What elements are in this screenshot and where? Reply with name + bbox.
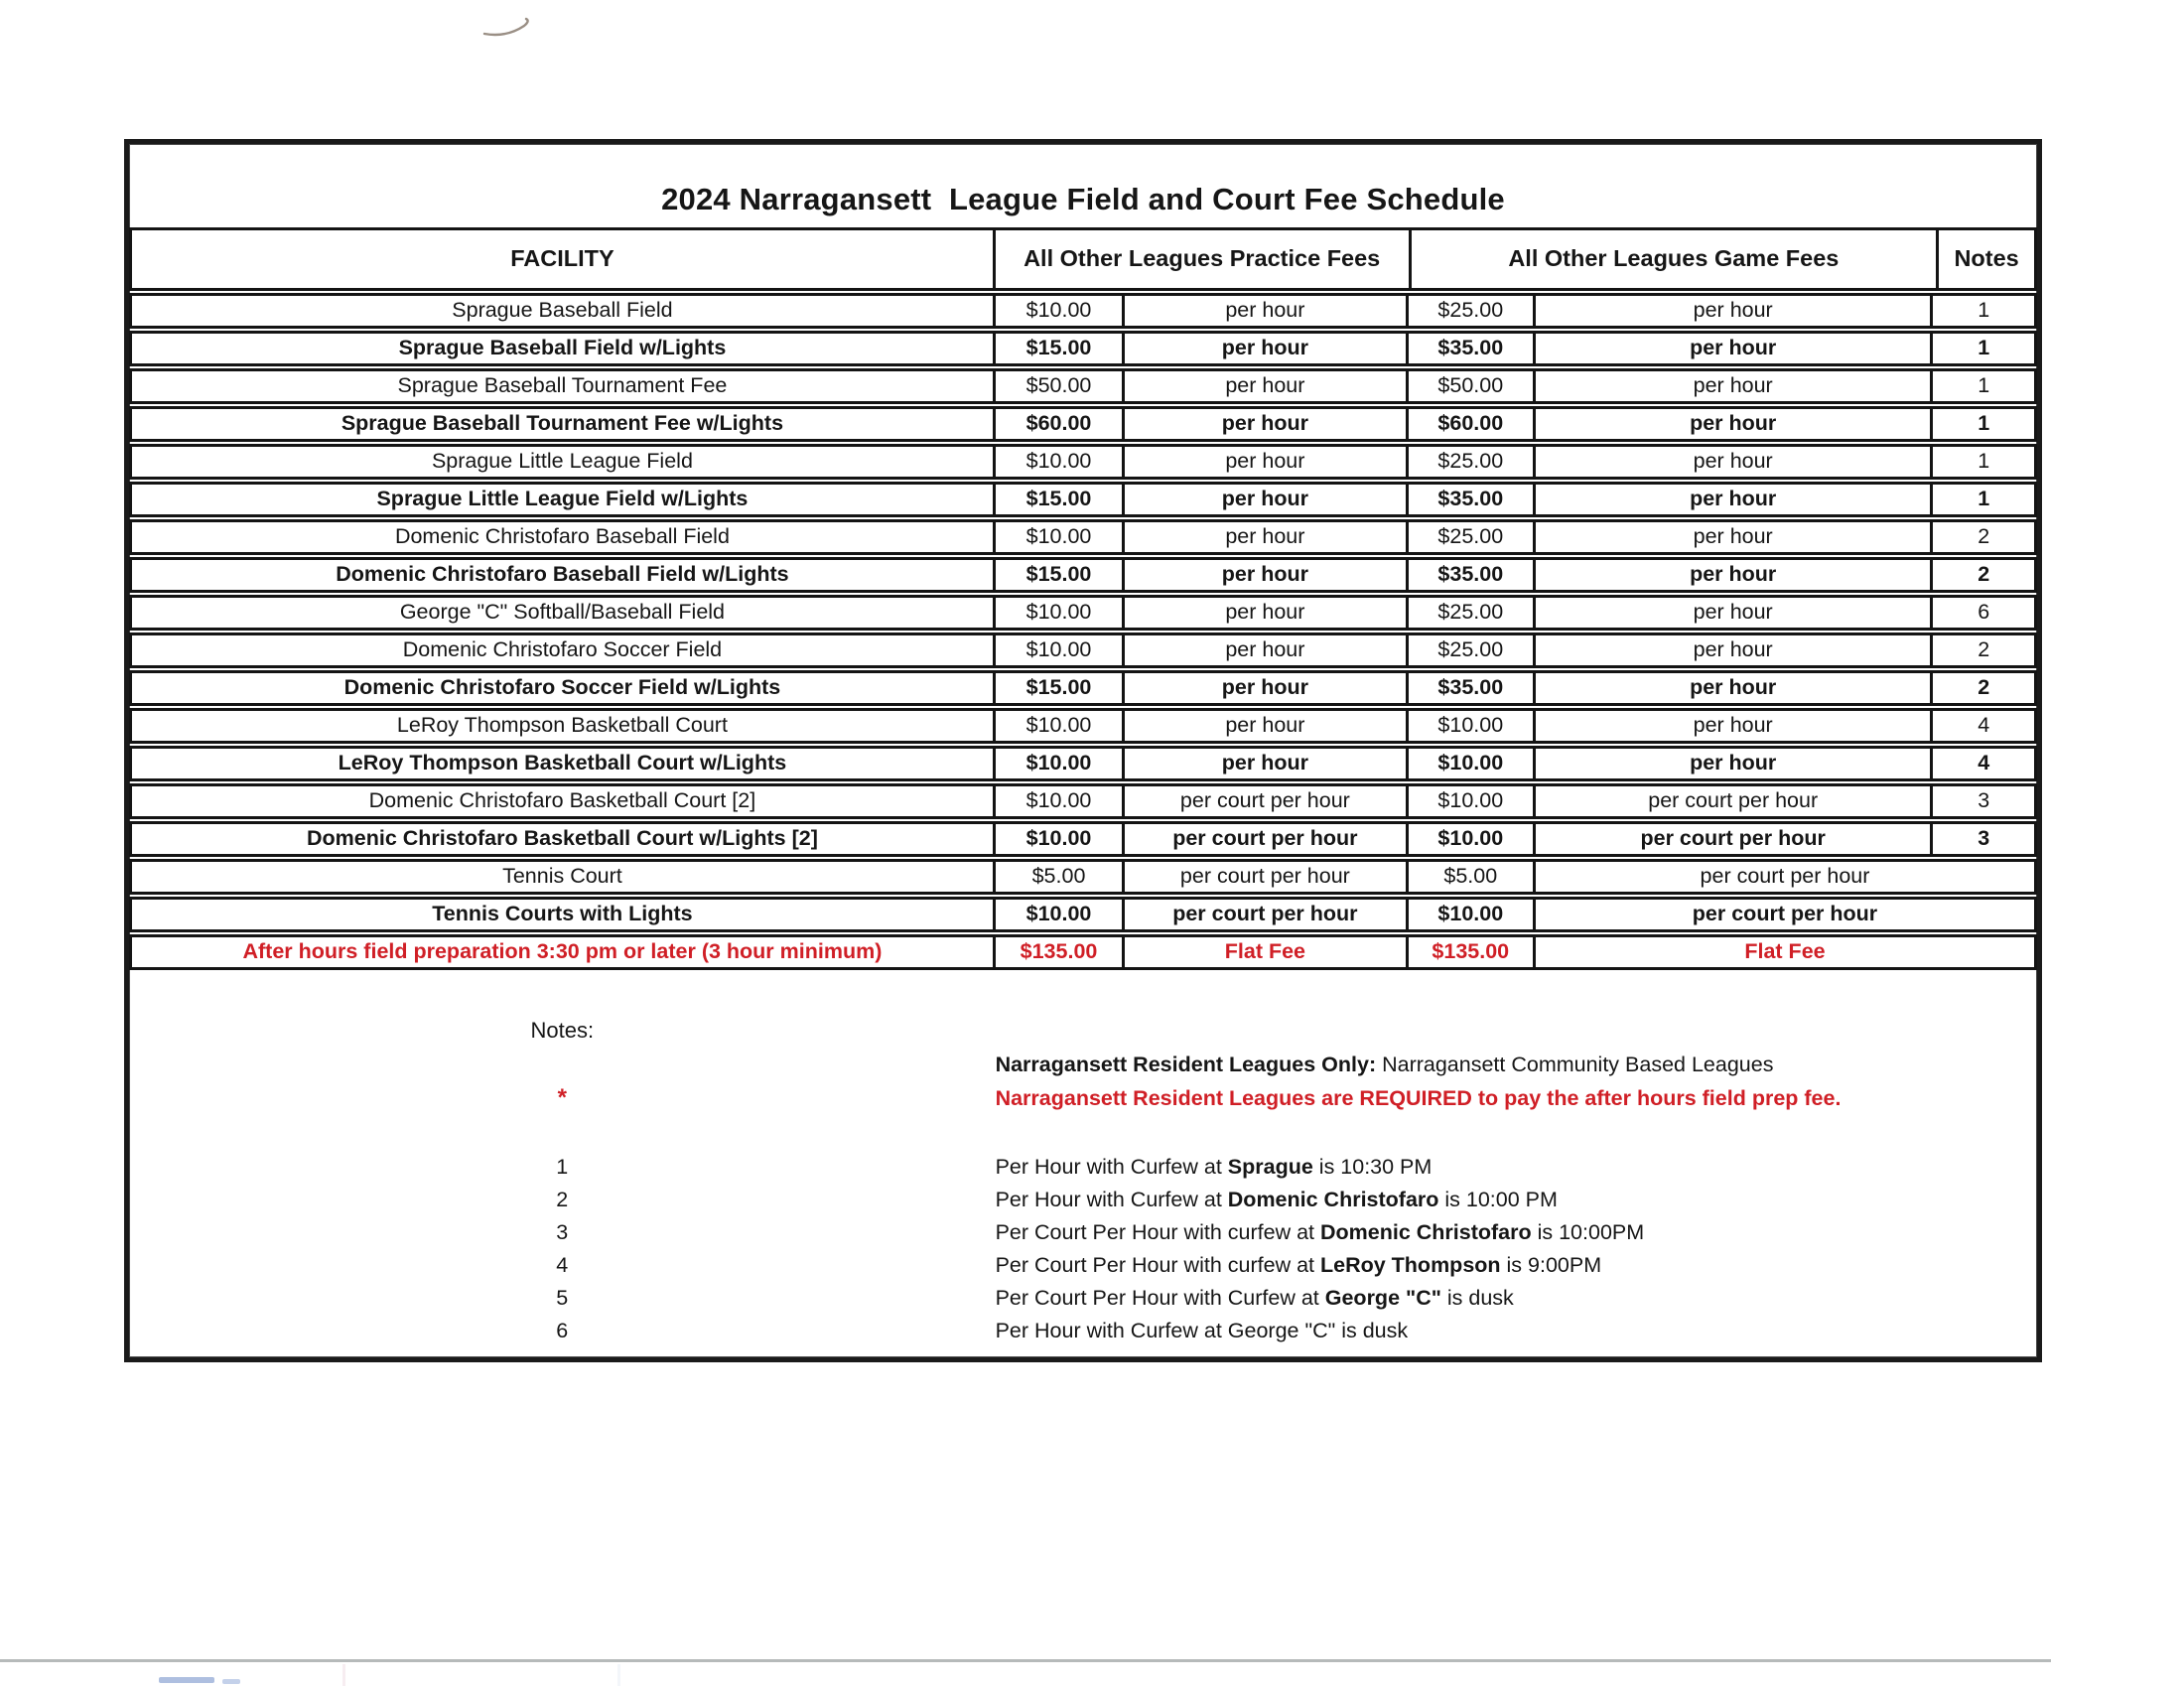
table-row <box>129 331 2037 366</box>
practice-unit-cell: per hour <box>1125 485 1408 514</box>
header-notes: Notes <box>1954 245 2019 272</box>
game-fee-cell: $5.00 <box>1409 862 1536 892</box>
facility-cell: Sprague Baseball Field w/Lights <box>132 334 996 363</box>
facility-cell: Sprague Baseball Tournament Fee w/Lights <box>132 409 996 439</box>
practice-unit-cell: per hour <box>1125 371 1408 401</box>
note-item-number: 6 <box>556 1319 569 1342</box>
practice-fee-cell: $50.00 <box>996 371 1125 401</box>
facility-cell: George "C" Softball/Baseball Field <box>132 598 996 628</box>
note-item-row <box>129 1184 2037 1216</box>
table-row <box>129 557 2037 593</box>
note-number-cell: 1 <box>1978 373 1990 398</box>
facility-cell: Domenic Christofaro Baseball Field w/Lights <box>132 560 996 590</box>
facility-cell: Domenic Christofaro Basketball Court w/Lights [2] <box>132 824 996 854</box>
blue-ink-mark <box>159 1677 214 1683</box>
note-number-cell: 1 <box>1978 298 1990 323</box>
facility-cell: Tennis Court <box>132 862 996 892</box>
facility-cell: Tennis Courts with Lights <box>132 900 996 929</box>
note-number-cell: 2 <box>1978 675 1990 700</box>
table-row <box>129 595 2037 631</box>
page-title: 2024 Narragansett League Field and Court Fee Schedule <box>661 182 1505 216</box>
practice-unit-cell: per hour <box>1125 673 1408 703</box>
table-row <box>129 708 2037 744</box>
facility-cell: Domenic Christofaro Baseball Field <box>132 522 996 552</box>
practice-unit-cell: per hour <box>1125 560 1408 590</box>
facility-cell: Domenic Christofaro Basketball Court [2] <box>132 786 996 816</box>
game-unit-cell: per hour <box>1536 673 1933 703</box>
game-fee-cell: $35.00 <box>1409 560 1536 590</box>
note-item-number: 2 <box>556 1188 569 1211</box>
note-item-row <box>129 1315 2037 1347</box>
practice-fee-cell: $5.00 <box>996 862 1125 892</box>
facility-cell: Sprague Little League Field w/Lights <box>132 485 996 514</box>
game-unit-cell: per hour <box>1536 409 1933 439</box>
practice-fee-cell: $10.00 <box>996 522 1125 552</box>
table-row <box>129 934 2037 970</box>
note-number-cell: 1 <box>1978 487 1990 511</box>
practice-unit-cell: Flat Fee <box>1125 937 1408 967</box>
game-unit-cell: per court per hour <box>1692 902 1878 926</box>
practice-unit-cell: per hour <box>1125 598 1408 628</box>
note-item-text: Per Hour with Curfew at Sprague is 10:30 PM <box>995 1155 1433 1179</box>
game-fee-cell: $25.00 <box>1409 635 1536 665</box>
required-fee-line: Narragansett Resident Leagues are REQUIRED to pay the after hours field prep fee. <box>995 1086 1842 1110</box>
note-item-number: 1 <box>556 1155 569 1179</box>
table-row <box>129 519 2037 555</box>
note-number-cell: 3 <box>1978 788 1990 813</box>
game-fee-cell: $135.00 <box>1409 937 1536 967</box>
note-number-cell: 2 <box>1978 562 1990 587</box>
note-number-cell: 1 <box>1978 411 1990 436</box>
note-item-row <box>129 1216 2037 1249</box>
practice-fee-cell: $10.00 <box>996 711 1125 741</box>
practice-fee-cell: $10.00 <box>996 824 1125 854</box>
note-item-text: Per Court Per Hour with curfew at Domenic Christofaro is 10:00PM <box>995 1220 1645 1244</box>
header-facility: FACILITY <box>132 230 996 288</box>
facility-cell: Sprague Baseball Tournament Fee <box>132 371 996 401</box>
practice-unit-cell: per hour <box>1125 409 1408 439</box>
game-unit-cell: per court per hour <box>1536 824 1933 854</box>
notes-gap <box>129 1115 2037 1151</box>
practice-fee-cell: $10.00 <box>996 635 1125 665</box>
note-item-row <box>129 1249 2037 1282</box>
game-fee-cell: $35.00 <box>1409 485 1536 514</box>
page-title-row <box>129 144 2037 227</box>
practice-unit-cell: per hour <box>1125 447 1408 477</box>
game-fee-cell: $25.00 <box>1409 522 1536 552</box>
practice-unit-cell: per hour <box>1125 635 1408 665</box>
note-item-number: 3 <box>556 1220 569 1244</box>
notes-label: Notes: <box>530 1018 595 1043</box>
game-unit-cell: per hour <box>1536 711 1933 741</box>
game-unit-cell: per hour <box>1536 296 1933 326</box>
note-number-cell: 2 <box>1978 637 1990 662</box>
note-item-text: Per Court Per Hour with curfew at LeRoy Thompson is 9:00PM <box>995 1253 1602 1277</box>
note-number-cell: 4 <box>1978 713 1990 738</box>
practice-fee-cell: $15.00 <box>996 560 1125 590</box>
note-number-cell: 6 <box>1978 600 1990 625</box>
facility-cell: Domenic Christofaro Soccer Field <box>132 635 996 665</box>
table-row <box>129 897 2037 932</box>
spacer-line <box>559 1048 565 1081</box>
game-fee-cell: $35.00 <box>1409 673 1536 703</box>
practice-unit-cell: per hour <box>1125 296 1408 326</box>
practice-unit-cell: per hour <box>1125 522 1408 552</box>
game-unit-cell: per court per hour <box>1536 786 1933 816</box>
scan-streak <box>342 1664 345 1686</box>
game-fee-cell: $25.00 <box>1409 447 1536 477</box>
fee-table-body <box>129 293 2037 970</box>
pen-squiggle-artifact <box>477 8 556 42</box>
note-item-row <box>129 1151 2037 1184</box>
game-unit-cell: per hour <box>1536 371 1933 401</box>
game-fee-cell: $25.00 <box>1409 598 1536 628</box>
practice-fee-cell: $10.00 <box>996 598 1125 628</box>
facility-cell: Sprague Baseball Field <box>132 296 996 326</box>
game-fee-cell: $10.00 <box>1409 749 1536 778</box>
table-row <box>129 821 2037 857</box>
game-fee-cell: $10.00 <box>1409 711 1536 741</box>
blue-ink-mark <box>222 1679 240 1684</box>
game-unit-cell: per hour <box>1536 749 1933 778</box>
practice-fee-cell: $10.00 <box>996 749 1125 778</box>
note-number-cell: 1 <box>1978 336 1990 360</box>
scan-streak <box>617 1664 620 1686</box>
game-fee-cell: $10.00 <box>1409 824 1536 854</box>
scanner-edge-line <box>0 1659 2051 1662</box>
table-header-row <box>129 227 2037 291</box>
practice-unit-cell: per hour <box>1125 334 1408 363</box>
game-unit-cell: per hour <box>1536 635 1933 665</box>
resident-leagues-row <box>129 1048 2037 1115</box>
game-unit-cell: per hour <box>1536 522 1933 552</box>
facility-cell: Sprague Little League Field <box>132 447 996 477</box>
table-row <box>129 783 2037 819</box>
fee-schedule-table-frame <box>124 139 2042 1362</box>
practice-fee-cell: $10.00 <box>996 900 1125 929</box>
practice-unit-cell: per court per hour <box>1125 786 1408 816</box>
note-item-text: Per Hour with Curfew at George "C" is dusk <box>995 1319 1409 1342</box>
game-fee-cell: $10.00 <box>1409 900 1536 929</box>
table-row <box>129 633 2037 668</box>
practice-fee-cell: $15.00 <box>996 485 1125 514</box>
game-fee-cell: $25.00 <box>1409 296 1536 326</box>
asterisk-marker: * <box>557 1084 567 1111</box>
game-fee-cell: $60.00 <box>1409 409 1536 439</box>
header-practice-fees: All Other Leagues Practice Fees <box>996 230 1412 288</box>
game-unit-cell: per hour <box>1536 485 1933 514</box>
table-row <box>129 482 2037 517</box>
game-unit-cell: Flat Fee <box>1744 939 1826 964</box>
practice-fee-cell: $15.00 <box>996 673 1125 703</box>
practice-unit-cell: per court per hour <box>1125 824 1408 854</box>
notes-items <box>129 1151 2037 1347</box>
game-unit-cell: per hour <box>1536 598 1933 628</box>
practice-fee-cell: $60.00 <box>996 409 1125 439</box>
table-row <box>129 293 2037 329</box>
practice-unit-cell: per court per hour <box>1125 900 1408 929</box>
note-item-number: 5 <box>556 1286 569 1310</box>
game-fee-cell: $50.00 <box>1409 371 1536 401</box>
resident-leagues-line: Narragansett Resident Leagues Only: Narragansett Community Based Leagues <box>995 1053 1774 1076</box>
game-fee-cell: $35.00 <box>1409 334 1536 363</box>
practice-fee-cell: $10.00 <box>996 786 1125 816</box>
practice-unit-cell: per hour <box>1125 711 1408 741</box>
header-game-fees: All Other Leagues Game Fees <box>1412 230 1940 288</box>
table-row <box>129 670 2037 706</box>
facility-cell: LeRoy Thompson Basketball Court <box>132 711 996 741</box>
note-item-number: 4 <box>556 1253 569 1277</box>
practice-unit-cell: per hour <box>1125 749 1408 778</box>
practice-fee-cell: $10.00 <box>996 296 1125 326</box>
practice-fee-cell: $135.00 <box>996 937 1125 967</box>
note-item-text: Per Court Per Hour with Curfew at George "C" is dusk <box>995 1286 1514 1310</box>
facility-cell: Domenic Christofaro Soccer Field w/Lights <box>132 673 996 703</box>
table-row <box>129 368 2037 404</box>
note-item-row <box>129 1282 2037 1315</box>
practice-unit-cell: per court per hour <box>1125 862 1408 892</box>
note-number-cell: 3 <box>1978 826 1990 851</box>
notes-label-row <box>129 1014 2037 1048</box>
facility-cell: LeRoy Thompson Basketball Court w/Lights <box>132 749 996 778</box>
facility-cell: After hours field preparation 3:30 pm or later (3 hour minimum) <box>132 937 996 967</box>
note-number-cell: 2 <box>1978 524 1990 549</box>
table-row <box>129 444 2037 480</box>
table-row <box>129 406 2037 442</box>
notes-section <box>129 1014 2037 1347</box>
note-number-cell: 1 <box>1978 449 1990 474</box>
game-unit-cell: per hour <box>1536 334 1933 363</box>
table-row <box>129 746 2037 781</box>
table-row <box>129 859 2037 895</box>
game-fee-cell: $10.00 <box>1409 786 1536 816</box>
note-item-text: Per Hour with Curfew at Domenic Christofaro is 10:00 PM <box>995 1188 1558 1211</box>
practice-fee-cell: $15.00 <box>996 334 1125 363</box>
game-unit-cell: per hour <box>1536 447 1933 477</box>
game-unit-cell: per hour <box>1536 560 1933 590</box>
game-unit-cell: per court per hour <box>1700 864 1870 889</box>
practice-fee-cell: $10.00 <box>996 447 1125 477</box>
note-number-cell: 4 <box>1978 751 1990 775</box>
